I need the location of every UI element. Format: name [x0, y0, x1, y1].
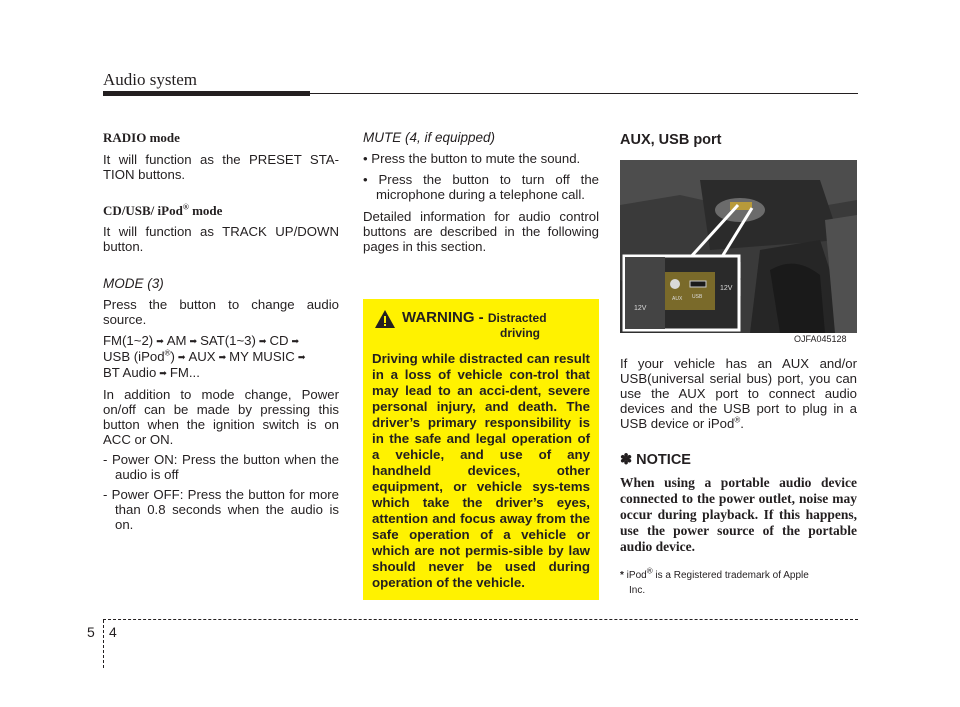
notice-text: When using a portable audio device connected to the power outlet, noise may occur during playback. If this happens, use the power source of the portable audio device.	[620, 475, 857, 554]
warning-header	[372, 309, 590, 343]
warning-triangle-icon	[374, 309, 396, 329]
warning-text: Driving while distracted can result in a loss of vehicle con-trol that may lead to an acci-dent, severe personal injury, and death. The driver’s primary responsibility is in the safe and legal operation of a vehicle, and use of any handheld devices, other equipment, or vehicle sys-tems which take the driver’s eyes, attention and focus away from the safe operation of a vehicle or which are not permis-sible by law should never be used during operation of the vehicle.	[372, 351, 590, 590]
column-1	[103, 130, 339, 532]
column-3	[620, 130, 857, 148]
column-2	[363, 130, 599, 254]
aux-usb-heading: AUX, USB port	[620, 132, 722, 148]
warning-title: WARNING - Distracted	[402, 309, 547, 326]
page-number: 4	[109, 624, 117, 640]
header-bar	[103, 91, 310, 96]
column-3-body	[620, 356, 857, 598]
audio-control-detail-text: Detailed information for audio control buttons are described in the following pages in this section.	[363, 209, 599, 254]
chapter-number: 5	[87, 624, 95, 640]
svg-text:AUX: AUX	[672, 296, 683, 302]
mode-text: Press the button to change audio source.	[103, 297, 339, 327]
warning-subtitle: driving	[500, 326, 541, 340]
power-on-item: - Power ON: Press the button when the audio is off	[103, 452, 339, 482]
svg-text:USB: USB	[692, 294, 703, 300]
aux-usb-port-photo	[620, 160, 857, 333]
footer-rule	[103, 619, 858, 620]
mute-heading: MUTE (4, if equipped)	[363, 130, 496, 145]
power-off-item: - Power OFF: Press the button for more than 0.8 seconds when the audio is on.	[103, 487, 339, 532]
page-header-title: Audio system	[103, 70, 197, 89]
radio-mode-heading: RADIO mode	[103, 130, 180, 145]
mute-bullet-2: • Press the button to turn off the microphone during a telephone call.	[363, 172, 599, 202]
notice-heading: ✽ NOTICE	[620, 452, 691, 468]
console-photo-illustration	[620, 160, 857, 333]
aux-usb-text: If your vehicle has an AUX and/or USB(universal serial bus) port, you can use the AUX port to connect audio devices and the USB port to plug in a USB device or iPod®.	[620, 356, 857, 431]
svg-text:12V: 12V	[720, 285, 733, 292]
header-rule	[310, 93, 858, 94]
radio-mode-text: It will function as the PRESET STA-TION buttons.	[103, 152, 339, 182]
footer-divider	[103, 620, 104, 668]
mute-bullet-1: • Press the button to mute the sound.	[363, 151, 581, 166]
ipod-trademark-footnote: * iPod® is a Registered trademark of Apple Inc.	[620, 566, 809, 596]
mode-sequence: FM(1~2) ➡ AM ➡ SAT(1~3) ➡ CD ➡ USB (iPod®) ➡ AUX ➡ MY MUSIC ➡ BT Audio ➡ FM...	[103, 333, 306, 380]
cd-usb-ipod-mode-heading: CD/USB/ iPod® mode	[103, 202, 223, 218]
mode-power-text: In addition to mode change, Power on/off can be made by pressing this button when the ignition switch is on ACC or ON.	[103, 387, 339, 447]
photo-code: OJFA045128	[794, 334, 847, 344]
mode-heading: MODE (3)	[103, 276, 164, 291]
cd-mode-text: It will function as TRACK UP/DOWN button.	[103, 224, 339, 254]
warning-box	[363, 299, 599, 600]
svg-text:12V: 12V	[634, 305, 647, 312]
